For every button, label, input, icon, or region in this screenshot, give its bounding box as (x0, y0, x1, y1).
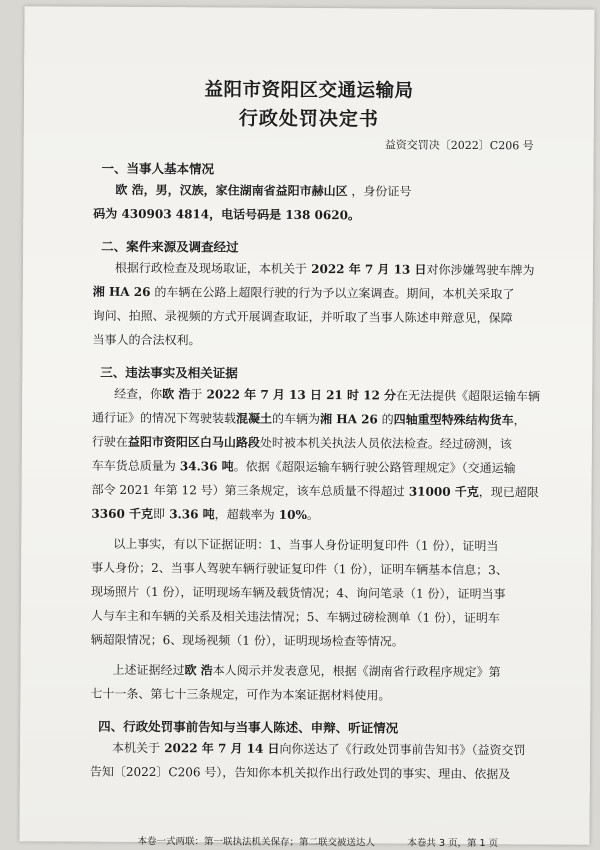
party-address: 湖南省益阳市赫山区 (239, 183, 348, 199)
evidence-line-5: 辆超限情况；6、现场视频（1 份），证明现场检查等情况。 (90, 632, 404, 649)
section-1-heading: 一、当事人基本情况 (101, 160, 215, 177)
party-name-gender: 欧 浩，男，汉族，家住 (115, 182, 240, 198)
text-span: 通行证》的情况下驾驶装载 (92, 410, 237, 426)
document-number: 益资交罚决〔2022〕C206 号 (384, 138, 534, 153)
text-span: 即 (152, 507, 166, 522)
party-name: 欧 浩 (162, 387, 191, 402)
footer-page-number: 本卷共 3 页，第 1 页 (407, 837, 499, 850)
facts-line-3 (92, 435, 512, 452)
facts-line-1 (114, 387, 540, 404)
text-span: 处时被本机关执法人员依法检查。经过磅测，该 (259, 435, 512, 452)
evidence-line-4: 人与车主和车辆的关系及相关违法情况；5、车辆过磅检测单（1 份），证明车 (90, 608, 500, 626)
issuing-organization: 益阳市资阳区交通运输局 (204, 79, 414, 102)
document-title: 行政处罚决定书 (238, 107, 379, 131)
text-span: 。依据《超限运输车辆行驶公路管理规定》（交通运输 (233, 459, 516, 476)
text-span: 的 (377, 412, 394, 427)
text-span: 上述证据经过 (112, 662, 185, 678)
party-address-tail: ，身份证号 (347, 184, 412, 199)
text-span: 的车辆在公路上超限行驶的行为予以立案调查。期间，本机关采取了 (150, 285, 515, 302)
text-span: 向你送达了《行政处罚事前告知书》（益资交罚 (279, 741, 526, 758)
text-span: 本人阅示并发表意见，根据《湖南省行政程序规定》第 (212, 663, 501, 680)
facts-line-5 (92, 483, 539, 500)
weight-limit: 31000 千克 (404, 484, 479, 500)
case-source-line-4: 当事人的合法权利。 (92, 332, 201, 348)
plate-number: 湘 HA 26 (320, 412, 378, 427)
notice-line-2: 告知〔2022〕C206 号），告知你本机关拟作出行政处罚的事实、理由、依据及 (89, 764, 511, 782)
case-source-line-2 (93, 285, 515, 302)
violation-time: 2022 年 7 月 13 日 21 时 12 分 (202, 387, 397, 403)
facts-line-2 (92, 411, 526, 428)
overload-rate: 10% (274, 507, 307, 523)
text-span: ，超载率为 (214, 507, 275, 522)
text-span: 本机关于 (111, 740, 161, 756)
case-source-line-3: 询问、拍照、录视频的方式开展调查取证，并听取了当事人陈述申辩意见，保障 (92, 308, 513, 326)
evidence-conclusion-line-2: 七十一条、第七十三条规定，可作为本案证据材料使用。 (90, 686, 391, 703)
party-name: 欧 浩 (184, 663, 213, 678)
evidence-line-1: 以上事实，有以下证据证明：1、当事人身份证明复印件（1 份），证明当 (113, 536, 499, 554)
text-span: ， (513, 413, 526, 428)
facts-line-4 (92, 459, 516, 476)
text-span: 在无法提供《超限运输车辆 (395, 388, 541, 404)
total-weight: 34.36 吨 (175, 459, 234, 474)
party-id-phone: 码为 430903 4814，电话号码是 138 0620。 (93, 206, 360, 223)
party-info-line-1 (115, 183, 411, 199)
text-span: 行驶在 (91, 434, 128, 449)
evidence-line-3: 现场照片（1 份），证明现场车辆及载货情况；4、询问笔录（1 份），证明当事 (90, 584, 506, 602)
inspection-date: 2022 年 7 月 13 日 (306, 261, 427, 277)
text-span: 部令 2021 年第 12 号）第三条规定，该车总质量不得超过 (91, 482, 405, 499)
cargo-type: 混凝土 (236, 411, 273, 426)
document-page (19, 6, 594, 850)
text-span: 车车货总质量为 (91, 458, 176, 474)
text-span: 经查，你 (114, 386, 163, 402)
notice-date: 2022 年 7 月 14 日 (159, 741, 280, 756)
vehicle-type: 四轴重型特殊结构货车 (393, 412, 514, 428)
section-4-heading: 四、行政处罚事前告知与当事人陈述、申辩、听证情况 (98, 718, 399, 736)
overload-kg: 3360 千克 (91, 506, 154, 522)
evidence-conclusion-line-1 (112, 663, 500, 679)
plate-number: 湘 HA 26 (92, 284, 151, 300)
text-span: 根据行政检查及现场取证，本机关于 (114, 260, 308, 276)
text-span: ，现已超限 (478, 485, 539, 500)
text-span: 于 (190, 387, 203, 402)
overload-tons: 3.36 吨 (165, 507, 215, 522)
party-info-line-2 (93, 207, 360, 223)
text-span: 的车辆为 (272, 411, 321, 427)
text-span: 。 (306, 508, 319, 523)
footer-copy-note: 本卷一式两联：第一联执法机关保存；第二联交被送达人 (137, 835, 376, 849)
section-3-heading: 三、违法事实及相关证据 (100, 364, 238, 381)
section-2-heading: 二、案件来源及调查经过 (101, 238, 239, 255)
text-span: 对你涉嫌驾驶车牌为 (426, 262, 535, 278)
facts-line-6 (91, 507, 319, 522)
evidence-line-2: 事人身份；2、当事人驾驶车辆行驶证复印件（1 份），证明车辆基本信息；3、 (91, 560, 508, 578)
violation-location: 益阳市资阳区白马山路段 (127, 434, 260, 450)
notice-line-1 (112, 741, 526, 758)
case-source-line-1 (115, 261, 535, 278)
